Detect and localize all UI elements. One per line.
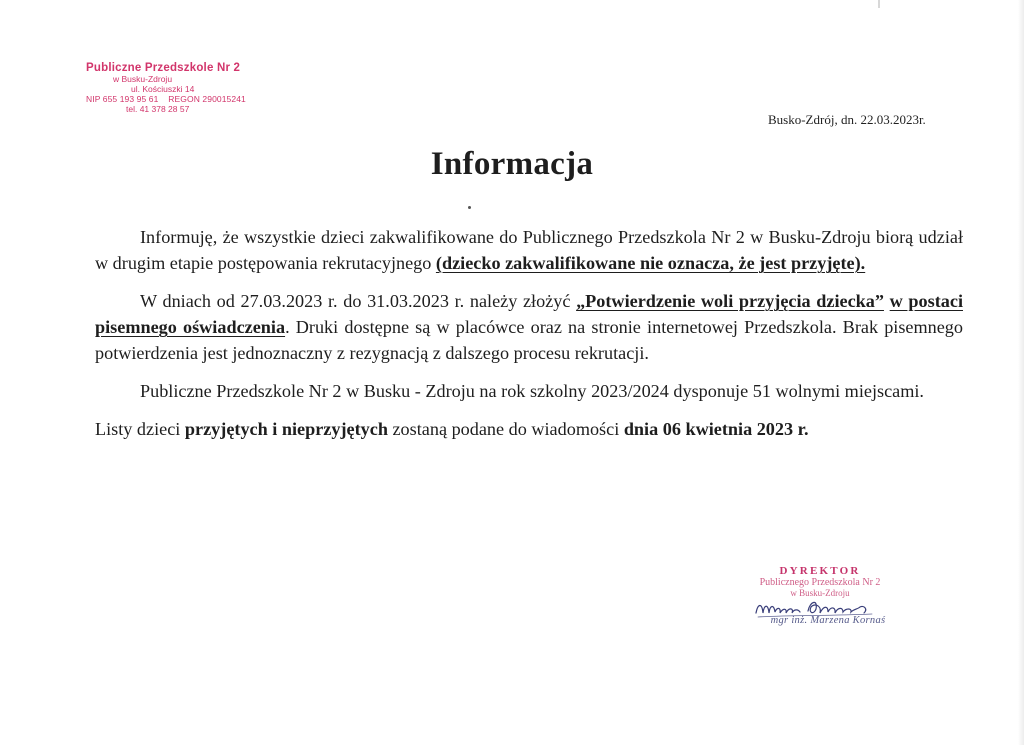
director-name: mgr inż. Marzena Kornaś xyxy=(770,615,886,626)
p4-text-2: zostaną podane do wiadomości xyxy=(387,419,624,439)
stamp-school-name: Publiczne Przedszkole Nr 2 xyxy=(86,62,241,74)
stray-dot xyxy=(468,206,471,209)
p4-bold-1: przyjętych i nieprzyjętych xyxy=(184,419,388,439)
document-body xyxy=(95,224,963,454)
document-title: Informacja xyxy=(430,146,594,182)
p2-text-1: W dniach od 27.03.2023 r. do 31.03.2023 r. należy złożyć xyxy=(140,291,577,311)
paragraph-lists xyxy=(95,416,963,442)
director-title: DYREKTOR xyxy=(779,565,861,577)
p4-bold-2: dnia 06 kwietnia 2023 r. xyxy=(623,419,809,439)
p2-emphasis-1: „Potwierdzenie woli przyjęcia dziecka” xyxy=(576,291,884,311)
director-city: w Busku-Zdroju xyxy=(790,588,850,598)
stamp-nip-regon: NIP 655 193 95 61 REGON 290015241 xyxy=(86,93,246,104)
stamp-city: w Busku-Zdroju xyxy=(113,74,173,85)
handwritten-signature xyxy=(748,591,888,625)
document-date: Busko-Zdrój, dn. 22.03.2023r. xyxy=(768,112,926,127)
p2-emphasis-2: w postaci pisemnego oświadczenia xyxy=(95,291,963,337)
director-school: Publicznego Przedszkola Nr 2 xyxy=(759,577,881,588)
school-header-stamp xyxy=(86,62,266,114)
p4-text-1: Listy dzieci xyxy=(95,419,185,439)
paragraph-vacancies xyxy=(95,378,963,404)
p3-text: Publiczne Przedszkole Nr 2 w Busku - Zdroju na rok szkolny 2023/2024 dysponuje 51 wolnymi miejscami. xyxy=(140,381,924,401)
paragraph-confirmation xyxy=(95,288,963,366)
scan-mark xyxy=(878,0,880,8)
stamp-street: ul. Kościuszki 14 xyxy=(131,83,195,94)
p2-text-3: . Druki dostępne są w placówce oraz na stronie internetowej Przedszkola. Brak pisemnego potwierdzenia jest jednoznaczny z rezygnacją z dalszego procesu rekrutacji. xyxy=(95,317,963,363)
paragraph-qualification xyxy=(95,224,963,276)
scan-edge xyxy=(1018,0,1024,745)
stamp-phone: tel. 41 378 28 57 xyxy=(126,103,190,114)
p1-text: Informuję, że wszystkie dzieci zakwalifikowane do Publicznego Przedszkola Nr 2 w Busku-Zdroju biorą udział w drugim etapie postępowania rekrutacyjnego xyxy=(95,227,963,273)
p1-emphasis: (dziecko zakwalifikowane nie oznacza, że jest przyjęte). xyxy=(435,253,866,273)
